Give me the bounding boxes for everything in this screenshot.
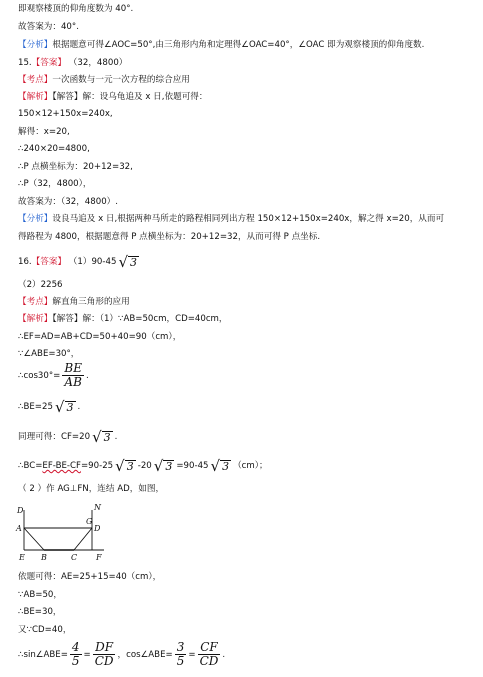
period: . xyxy=(85,371,89,381)
text-line: ∴P 点横坐标为：20+12=32, xyxy=(18,162,133,172)
analysis-line xyxy=(18,40,424,51)
radicand: 3 xyxy=(222,459,230,473)
text-line: ∴BE=30， xyxy=(18,607,62,617)
text-line: ∴EF=AD=AB+CD=50+40=90（cm）， xyxy=(18,332,182,342)
q15-point-line xyxy=(18,75,190,86)
answer-value: （32，4800） xyxy=(68,58,128,68)
fraction xyxy=(62,362,84,389)
bc-part: -20 xyxy=(137,461,152,471)
analysis-tag: 【分析】 xyxy=(18,40,53,50)
numerator: CF xyxy=(200,640,218,654)
point-label: E xyxy=(19,553,25,562)
point-label: F xyxy=(96,553,102,562)
cf-line xyxy=(18,429,117,445)
point-text: 一次函数与一元一次方程的综合应用 xyxy=(52,75,190,85)
point-label: C xyxy=(71,553,78,562)
point-tag: 【考点】 xyxy=(18,75,53,85)
question-number: 16. xyxy=(18,257,32,267)
bc-prefix: ∴BC= xyxy=(18,461,43,471)
text-line: 故答案为：40°. xyxy=(18,22,79,32)
text-line: 150×12+150x=240x, xyxy=(18,109,113,119)
point-label: N xyxy=(94,503,101,512)
radicand: 3 xyxy=(66,400,74,414)
q15-answer-line xyxy=(18,58,127,69)
cos-label: ∴cos30°= xyxy=(18,371,61,381)
solution-text: 解：设乌龟追及 x 日,依题可得： xyxy=(82,92,208,102)
numerator: 3 xyxy=(176,640,185,654)
solution-tag: 【解析】 xyxy=(18,314,53,324)
bc-unit: （cm）； xyxy=(233,461,268,471)
period: . xyxy=(77,402,81,412)
point-text: 解直角三角形的应用 xyxy=(52,297,130,307)
q16-point-line xyxy=(18,297,130,308)
solution-tag-2: 【解答】 xyxy=(52,314,83,324)
cf-text: 同理可得：CF=20 xyxy=(18,432,91,442)
sin-label: ∴sin∠ABE= xyxy=(18,650,68,660)
period: . xyxy=(222,650,226,660)
radicand: 3 xyxy=(165,459,173,473)
be-text: ∴BE=25 xyxy=(18,402,53,412)
segment-cd xyxy=(74,528,92,550)
analysis-line xyxy=(18,214,444,225)
period: . xyxy=(114,432,118,442)
solution-tag-2: 【解答】 xyxy=(52,92,83,102)
cos-equation xyxy=(18,362,89,390)
denominator: AB xyxy=(64,375,82,389)
text-line: 即观察楼顶的仰角度数为 40°. xyxy=(18,4,134,14)
bc-underlined: EF-BE-CF xyxy=(42,461,81,471)
point-label: D xyxy=(17,506,24,515)
point-label: D xyxy=(94,524,101,533)
solution-tag: 【解析】 xyxy=(18,92,53,102)
be-line xyxy=(18,399,80,415)
q16-answer-line xyxy=(18,254,141,270)
numerator: 4 xyxy=(71,640,80,654)
solution-text: 解：（1）∵AB=50cm，CD=40cm， xyxy=(82,314,228,324)
denominator: 5 xyxy=(71,654,80,668)
segment-ab xyxy=(24,528,44,550)
answer-value: （1）90-45 xyxy=(68,257,117,267)
answer-tag: 【答案】 xyxy=(31,58,67,68)
numerator: DF xyxy=(95,640,114,654)
sqrt-expression: √ 3 xyxy=(54,397,74,416)
text-line: 故答案为：（32，4800）. xyxy=(18,197,118,207)
geometry-figure xyxy=(14,500,114,562)
q16-solution-line xyxy=(18,314,228,325)
fraction xyxy=(93,641,116,668)
text-line: ∴240×20=4800, xyxy=(18,144,90,154)
fraction xyxy=(175,641,187,668)
text-line: 解得：x=20, xyxy=(18,127,70,137)
analysis-text: 设良马追及 x 日,根据两种马所走的路程相同列出方程 150×12+150x=240x，解之得 x=20，从而可 xyxy=(52,214,445,224)
text-line: ∴P（32，4800）， xyxy=(18,179,92,189)
sqrt-expression: √ 3 xyxy=(92,427,111,446)
text-line: （ 2 ）作 AG⊥FN，连结 AD，如图， xyxy=(18,484,165,494)
analysis-text: 根据题意可得∠AOC=50°,由三角形内角和定理得∠OAC=40°，∠OAC 即为观察楼顶的仰角度数. xyxy=(52,40,425,50)
point-label: B xyxy=(41,553,47,562)
denominator: CD xyxy=(94,654,114,668)
answer-tag: 【答案】 xyxy=(31,257,67,267)
text-line: （2）2256 xyxy=(18,280,63,290)
fraction xyxy=(70,641,82,668)
fraction xyxy=(198,641,221,668)
text-line: 得路程为 4800，根据题意得 P 点横坐标为：20+12=32，从而可得 P 点坐标. xyxy=(18,232,321,242)
text-line: 依题可得：AE=25+15=40（cm）， xyxy=(18,572,162,582)
sqrt-expression: √ 3 xyxy=(210,456,230,475)
denominator: CD xyxy=(199,654,219,668)
radicand: 3 xyxy=(130,255,137,269)
point-tag: 【考点】 xyxy=(18,297,53,307)
analysis-tag: 【分析】 xyxy=(18,214,53,224)
equals: = xyxy=(188,650,196,660)
denominator: 5 xyxy=(176,654,185,668)
point-label: A xyxy=(16,524,22,533)
radicand: 3 xyxy=(103,430,111,444)
cos-label: ，cos∠ABE= xyxy=(117,650,173,660)
sqrt-expression: √ 3 xyxy=(153,456,173,475)
sqrt-expression: √ 3 xyxy=(115,456,134,475)
radicand: 3 xyxy=(126,459,134,473)
bc-part: =90-25 xyxy=(80,461,114,471)
bc-line xyxy=(18,458,268,474)
equals: = xyxy=(83,650,91,660)
text-line: ∵AB=50， xyxy=(18,590,62,600)
q15-solution-line xyxy=(18,92,207,103)
text-line: ∵∠ABE=30°， xyxy=(18,349,80,359)
numerator: BE xyxy=(64,361,82,375)
bc-part: =90-45 xyxy=(176,461,209,471)
question-number: 15. xyxy=(18,58,32,68)
sqrt-expression: √ 3 xyxy=(118,252,137,271)
text-line: 又∵CD=40， xyxy=(18,625,72,635)
sin-cos-equation xyxy=(18,640,225,670)
point-label: G xyxy=(86,517,93,526)
